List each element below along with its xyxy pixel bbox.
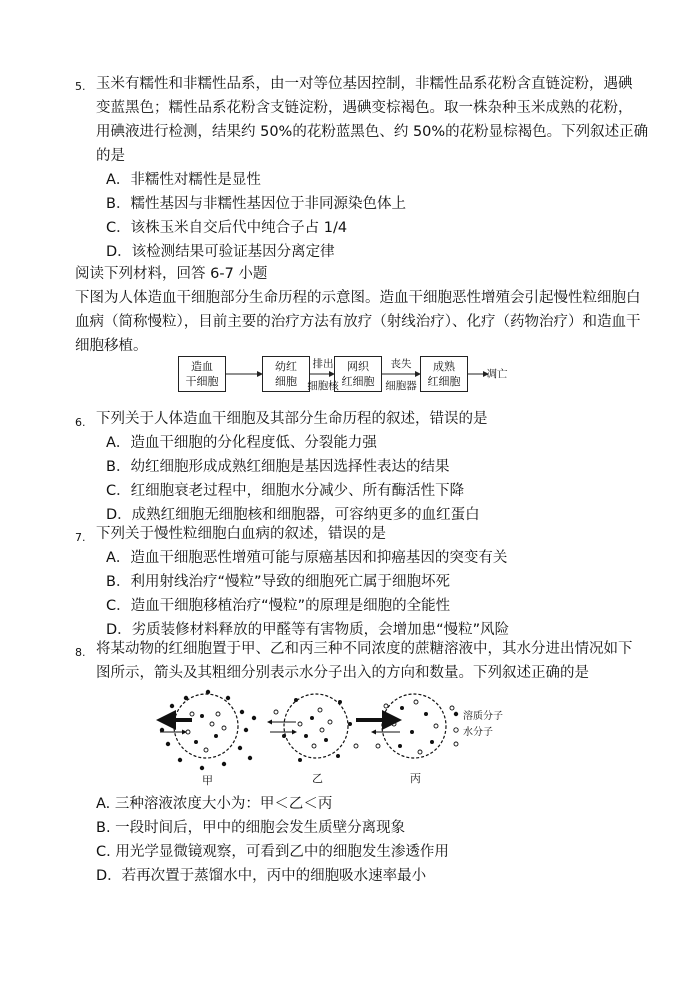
flow-label-expel-lower: 细胞核 (307, 380, 339, 392)
passage-line-1: 下图为人体造血干细胞部分生命历程的示意图。造血干细胞恶性增殖会引起慢性粒细胞白 (75, 290, 641, 306)
q6-option-a: A．造血干细胞的分化程度低、分裂能力强 (106, 435, 377, 451)
q6-option-c: C．红细胞衰老过程中，细胞水分减少、所有酶活性下降 (106, 483, 465, 499)
cell-label-bing: 丙 (410, 772, 421, 785)
cell-label-yi: 乙 (312, 772, 323, 785)
flow-box-reticulocyte: 网织 红细胞 (334, 356, 382, 392)
q8-stem-line-1: 将某动物的红细胞置于甲、乙和丙三种不同浓度的蔗糖溶液中，其水分进出情况如下 (96, 641, 633, 657)
osmosis-cell-diagram (150, 684, 550, 788)
cell-label-jia: 甲 (202, 774, 213, 787)
flow-box-young-rbc: 幼红 细胞 (262, 356, 310, 392)
cell-bing (356, 694, 458, 758)
q6-option-b: B．幼红细胞形成成熟红细胞是基因选择性表达的结果 (106, 459, 450, 475)
flow-label-expel-upper: 排出 (312, 358, 334, 370)
q8-option-d: D．若再次置于蒸馏水中，丙中的细胞吸水速率最小 (96, 868, 427, 884)
passage-line-3: 细胞移植。 (75, 338, 148, 354)
q6-number: 6. (75, 416, 86, 429)
q7-stem: 下列关于慢性粒细胞白血病的叙述，错误的是 (96, 526, 386, 542)
q8-stem-line-2: 图所示，箭头及其粗细分别表示水分子出入的方向和数量。下列叙述正确的是 (96, 665, 589, 681)
q8-number: 8. (75, 646, 86, 659)
legend-water-symbol (454, 728, 458, 732)
legend-water-label: 水分子 (463, 727, 493, 738)
q8-option-a: A. 三种溶液浓度大小为：甲＜乙＜丙 (96, 796, 333, 812)
q7-option-d: D．劣质装修材料释放的甲醛等有害物质，会增加患“慢粒”风险 (106, 622, 510, 638)
q7-number: 7. (75, 531, 86, 544)
q5-stem-line-1: 玉米有糯性和非糯性品系，由一对等位基因控制，非糯性品系花粉含直链淀粉，遇碘 (96, 76, 633, 92)
q7-option-c: C．造血干细胞移植治疗“慢粒”的原理是细胞的全能性 (106, 598, 451, 614)
q6-option-d: D．成熟红细胞无细胞核和细胞器，可容纳更多的血红蛋白 (106, 507, 480, 523)
q5-number: 5. (75, 80, 86, 93)
q5-stem-line-2: 变蓝黑色；糯性品系花粉含支链淀粉，遇碘变棕褐色。取一株杂种玉米成熟的花粉， (96, 100, 633, 116)
q5-option-d: D．该检测结果可验证基因分离定律 (106, 244, 335, 260)
q5-option-a: A．非糯性对糯性是显性 (106, 172, 261, 188)
q5-stem-line-3: 用碘液进行检测，结果约 50%的花粉蓝黑色、约 50%的花粉显棕褐色。下列叙述正确 (96, 124, 649, 140)
q8-option-c: C. 用光学显微镜观察，可看到乙中的细胞发生渗透作用 (96, 844, 449, 860)
cell-jia (160, 690, 256, 770)
legend-solute-label: 溶质分子 (463, 711, 503, 722)
q5-stem-line-4: 的是 (96, 148, 125, 164)
flow-label-lose-lower: 细胞器 (385, 380, 417, 392)
q5-option-c: C．该株玉米自交后代中纯合子占 1/4 (106, 220, 348, 236)
erythrocyte-flow-diagram (178, 352, 538, 396)
flow-label-lose-upper: 丧失 (390, 358, 412, 370)
q7-option-a: A．造血干细胞恶性增殖可能与原癌基因和抑癌基因的突变有关 (106, 550, 508, 566)
flow-box-mature-rbc: 成熟 红细胞 (420, 356, 468, 392)
q8-option-b: B. 一段时间后，甲中的细胞会发生质壁分离现象 (96, 820, 406, 836)
legend-solute-symbol (454, 712, 458, 716)
q5-option-b: B．糯性基因与非糯性基因位于非同源染色体上 (106, 196, 406, 212)
passage-intro: 阅读下列材料，回答 6-7 小题 (75, 266, 268, 282)
flow-box-stem-cell: 造血 干细胞 (178, 356, 226, 392)
cell-yi (268, 694, 358, 762)
q6-stem: 下列关于人体造血干细胞及其部分生命历程的叙述，错误的是 (96, 411, 488, 427)
passage-line-2: 血病（简称慢粒），目前主要的治疗方法有放疗（射线治疗）、化疗（药物治疗）和造血干 (75, 314, 641, 330)
q7-option-b: B．利用射线治疗“慢粒”导致的细胞死亡属于细胞坏死 (106, 574, 450, 590)
flow-end-apoptosis: 凋亡 (486, 368, 508, 380)
